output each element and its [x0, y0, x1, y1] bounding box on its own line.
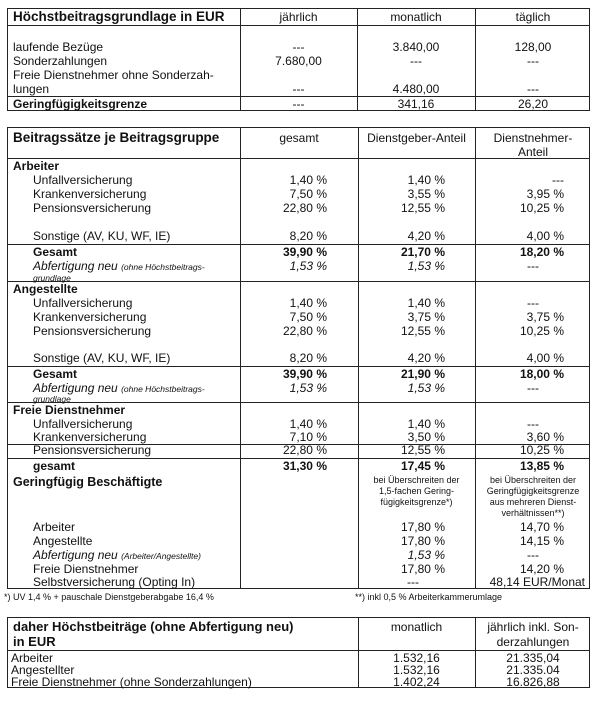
cell-value: 1.402,24 [393, 675, 440, 689]
row-label: Sonderzahlungen [13, 54, 108, 68]
cell-value: --- [527, 548, 539, 562]
cell-value: --- [292, 82, 305, 96]
cell-value: 17,80 % [400, 520, 445, 534]
cell-value: --- [407, 575, 419, 589]
employer-note [358, 475, 475, 508]
cell-value: 12,55 % [400, 443, 445, 457]
row-label: Freie Dienstnehmer ohne Sonderzah- [13, 68, 214, 82]
cell-value: 10,25 % [519, 324, 564, 338]
abfertigung-label: Abfertigung neu [33, 381, 118, 395]
row-label: Pensionsversicherung [33, 324, 152, 338]
row-label: Gesamt [33, 245, 78, 259]
cell-value: 1,40 % [289, 173, 327, 187]
abfertigung-note: (Arbeiter/Angestellte) [121, 551, 201, 561]
row-label: Krankenversicherung [33, 310, 147, 324]
cell-value: 8,20 % [289, 229, 327, 243]
column-header: Dienstnehmer- [493, 131, 573, 145]
cell-value: 128,00 [514, 40, 552, 54]
row-label: Arbeiter [33, 520, 76, 534]
cell-value: 21.335.04 [506, 663, 560, 677]
row-label: Arbeiter [11, 651, 54, 665]
cell-value: 7,50 % [289, 310, 327, 324]
cell-value: 3,55 % [407, 187, 445, 201]
row-label: Unfallversicherung [33, 173, 133, 187]
note-line: verhältnissen**) [501, 508, 565, 518]
cell-value: 1,53 % [289, 381, 327, 395]
note-line: Geringfügigkeitsgrenze [486, 486, 580, 496]
cell-value: --- [552, 173, 564, 187]
cell-value: --- [410, 54, 422, 68]
cell-value: 4,00 % [526, 351, 564, 365]
cell-value: 13,85 % [519, 459, 564, 473]
abfertigung-note: grundlage [33, 273, 71, 283]
cell-value: 341,16 [397, 97, 435, 111]
cell-value: --- [292, 97, 305, 111]
column-divider [475, 128, 476, 588]
cell-value: 7,50 % [289, 187, 327, 201]
section-title: Arbeiter [13, 159, 60, 173]
row-label: Gesamt [33, 367, 78, 381]
table-title: Beitragssätze je Beitragsgruppe [13, 130, 220, 145]
cell-value: 31,30 % [282, 459, 327, 473]
note-line: fügigkeitsgrenze*) [380, 497, 453, 507]
section-title: Geringfügig Beschäftigte [13, 475, 163, 489]
row-label: laufende Bezüge [13, 40, 104, 54]
cell-value: 22,80 % [282, 443, 327, 457]
row-label: Sonstige (AV, KU, WF, IE) [33, 229, 171, 243]
employee-note [475, 475, 591, 519]
cell-value: 3,50 % [407, 430, 445, 444]
cell-value: --- [527, 54, 539, 68]
cell-value: 12,55 % [400, 201, 445, 215]
cell-value: 3,75 % [526, 310, 564, 324]
cell-value: 17,45 % [400, 459, 445, 473]
row-label: Unfallversicherung [33, 296, 133, 310]
row-label: Angestellte [33, 534, 93, 548]
cell-value: 39,90 % [282, 245, 327, 259]
cell-value: 10,25 % [519, 443, 564, 457]
column-header: täglich [515, 10, 551, 24]
cell-value: 21.335,04 [506, 651, 560, 665]
row-divider [8, 25, 589, 26]
cell-value: 16.826,88 [506, 675, 560, 689]
cell-value: --- [527, 417, 539, 431]
cell-value: 8,20 % [289, 351, 327, 365]
row-label: Pensionsversicherung [33, 201, 152, 215]
cell-value: 18,00 % [519, 367, 564, 381]
row-label: Unfallversicherung [33, 417, 133, 431]
column-header: Dienstgeber-Anteil [367, 131, 466, 145]
note-line: aus mehreren Dienst- [489, 497, 577, 507]
row-label: Freie Dienstnehmer [33, 562, 139, 576]
cell-value: 39,90 % [282, 367, 327, 381]
column-divider [240, 128, 241, 588]
section-title: Angestellte [13, 282, 78, 296]
row-label: gesamt [33, 459, 76, 473]
cell-value: 7.680,00 [275, 54, 322, 68]
row-label: Freie Dienstnehmer (ohne Sonderzahlungen) [11, 675, 252, 689]
abfertigung-label: Abfertigung neu [33, 548, 118, 562]
cell-value: 3,60 % [526, 430, 564, 444]
cell-value: 22,80 % [282, 201, 327, 215]
cell-value: 1,53 % [407, 381, 445, 395]
cell-value: 48,14 EUR/Monat [489, 575, 585, 589]
section-title: Freie Dienstnehmer [13, 403, 126, 417]
cell-value: 10,25 % [519, 201, 564, 215]
cell-value: 1.532,16 [393, 651, 440, 665]
max-contribution-base-table [7, 8, 590, 111]
cell-value: 7,10 % [289, 430, 327, 444]
row-label: Selbstversicherung (Opting In) [33, 575, 196, 589]
cell-value: 17,80 % [400, 562, 445, 576]
column-header: derzahlungen [496, 635, 570, 649]
column-divider [358, 128, 359, 588]
row-label: Angestellter [11, 663, 75, 677]
cell-value: 3,75 % [407, 310, 445, 324]
cell-value: 3.840,00 [392, 40, 440, 54]
cell-value: 26,20 [517, 97, 549, 111]
cell-value: 1.532,16 [393, 663, 440, 677]
note-line: 1,5-fachen Gering- [378, 486, 455, 496]
cell-value: 21,90 % [400, 367, 445, 381]
cell-value: 21,70 % [400, 245, 445, 259]
cell-value: 14,70 % [519, 520, 564, 534]
row-divider [8, 281, 589, 282]
row-label: Krankenversicherung [33, 187, 147, 201]
cell-value: 1,53 % [289, 259, 327, 273]
cell-value: 1,40 % [407, 296, 445, 310]
cell-value: 1,53 % [407, 259, 445, 273]
cell-value: 14,15 % [519, 534, 564, 548]
max-contributions-table [7, 617, 590, 688]
abfertigung-note: grundlage [33, 394, 71, 404]
cell-value: 1,40 % [407, 173, 445, 187]
column-header: monatlich [390, 10, 442, 24]
contribution-rates-table [7, 127, 590, 589]
abfertigung-note: (ohne Höchstbeitrags- [121, 384, 205, 394]
cell-value: 18,20 % [519, 245, 564, 259]
cell-value: 4.480,00 [392, 82, 440, 96]
cell-value: 4,20 % [407, 351, 445, 365]
cell-value: 17,80 % [400, 534, 445, 548]
abfertigung-note: (ohne Höchstbeitrags- [121, 262, 205, 272]
row-label: Sonstige (AV, KU, WF, IE) [33, 351, 171, 365]
cell-value: 1,40 % [289, 296, 327, 310]
cell-value: --- [527, 296, 539, 310]
row-label: Geringfügigkeitsgrenze [13, 97, 148, 111]
cell-value: 1,40 % [407, 417, 445, 431]
cell-value: 22,80 % [282, 324, 327, 338]
cell-value: 1,53 % [407, 548, 445, 562]
column-header: Anteil [517, 145, 549, 159]
cell-value: --- [527, 381, 539, 395]
cell-value: --- [527, 259, 539, 273]
cell-value: 4,20 % [407, 229, 445, 243]
row-label [33, 548, 201, 563]
table-title: Höchstbeitragsgrundlage in EUR [13, 9, 225, 24]
row-label: Pensionsversicherung [33, 443, 152, 457]
column-header: jährlich inkl. Son- [487, 620, 579, 634]
cell-value: 12,55 % [400, 324, 445, 338]
abfertigung-label: Abfertigung neu [33, 259, 118, 273]
cell-value: 4,00 % [526, 229, 564, 243]
footnote-employer: *) UV 1,4 % + pauschale Dienstgeberabgabe 16,4 % [4, 592, 214, 602]
cell-value: 14,20 % [519, 562, 564, 576]
column-header: jährlich [279, 10, 318, 24]
table-title: in EUR [13, 634, 56, 649]
cell-value: 3,95 % [526, 187, 564, 201]
row-label: Krankenversicherung [33, 430, 147, 444]
cell-value: --- [527, 82, 539, 96]
cell-value: 1,40 % [289, 417, 327, 431]
column-header: monatlich [390, 620, 443, 634]
column-header: gesamt [279, 131, 319, 145]
table-title: daher Höchstbeiträge (ohne Abfertigung neu) [13, 619, 294, 634]
row-label: lungen [13, 82, 50, 96]
note-line: bei Überschreiten der [373, 475, 460, 485]
note-line: bei Überschreiten der [489, 475, 577, 485]
cell-value: --- [292, 40, 305, 54]
footnote-employee: **) inkl 0,5 % Arbeiterkammerumlage [355, 592, 503, 602]
